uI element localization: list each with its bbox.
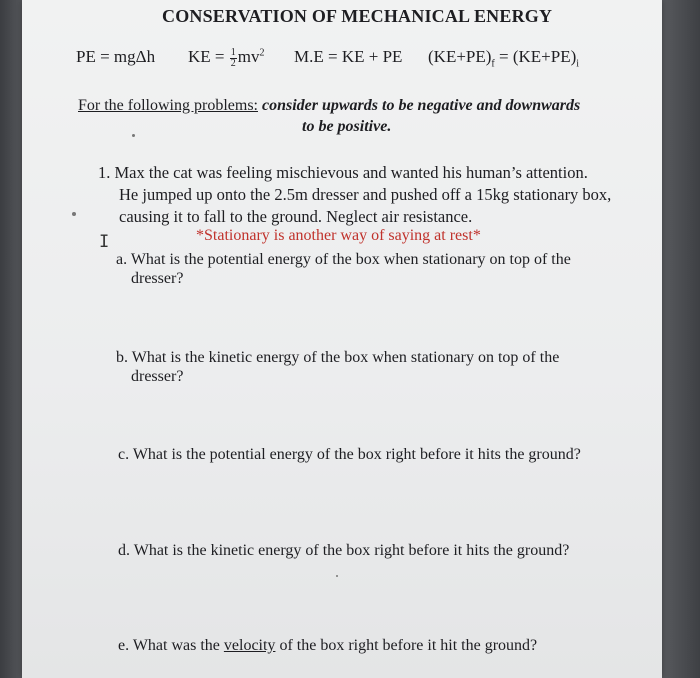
problem-line-2: He jumped up onto the 2.5m dresser and pushed off a 15kg stationary box, [119, 185, 612, 204]
formula-potential-energy: PE = mgΔh [76, 47, 156, 66]
problem-1 [98, 162, 611, 228]
formula-energy-conservation: $(KE+PE)_f = (KE+PE)_i$ [428, 47, 580, 70]
speck-mark [72, 212, 76, 216]
worksheet-title: CONSERVATION OF MECHANICAL ENERGY [162, 6, 553, 26]
speck-mark [132, 134, 135, 137]
instructions-continued: to be positive. [302, 118, 392, 135]
formula-mechanical-energy: M.E = KE + PE [294, 47, 403, 66]
instructions: For the following problems: consider upwards to be negative and downwards [78, 97, 581, 114]
text-cursor-icon: I [99, 232, 110, 252]
background-desk-left [0, 0, 22, 678]
background-desk-right [660, 0, 700, 678]
speck-mark [336, 575, 338, 577]
formula-kinetic-energy: KE = $\frac{1}{2}$ $mv^2$ [188, 46, 265, 69]
stationary-note: *Stationary is another way of saying at rest* [196, 227, 481, 244]
problem-line-3: causing it to fall to the ground. Neglect air resistance. [119, 207, 473, 226]
question-e: e. What was the velocity of the box right before it hit the ground? [118, 637, 538, 654]
question-a: a. What is the potential energy of the box when stationary on top of the dresser? [116, 251, 571, 287]
problem-number: 1. [98, 163, 111, 182]
problem-line-1: 1. Max the cat was feeling mischievous and wanted his human’s attention. [98, 163, 588, 182]
velocity-term: velocity [223, 637, 276, 654]
fraction-one-half: $\frac{1}{2}$ [230, 46, 236, 69]
question-c: c. What is the potential energy of the box right before it hits the ground? [118, 446, 581, 463]
question-d: d. What is the kinetic energy of the box right before it hits the ground? [118, 542, 570, 559]
question-b: b. What is the kinetic energy of the box when stationary on top of the dresser? [116, 349, 560, 385]
worksheet-page [22, 0, 662, 678]
